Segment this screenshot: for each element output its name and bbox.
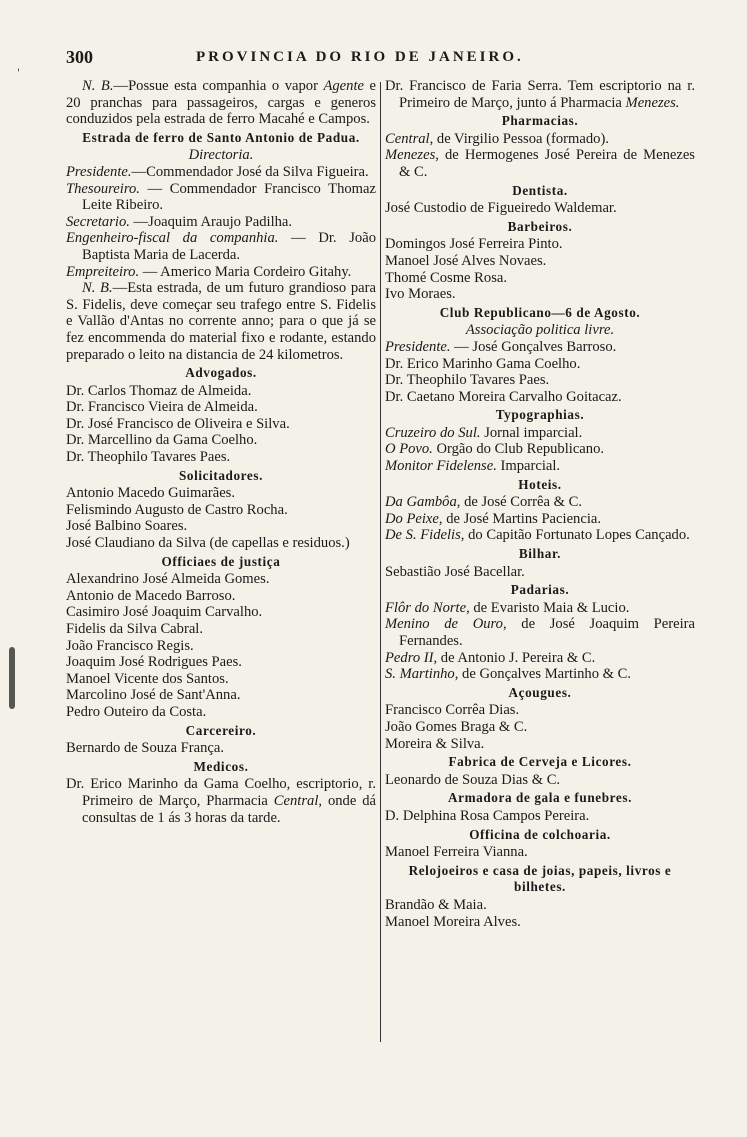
list-item: Alexandrino José Almeida Gomes.	[66, 571, 270, 588]
list-item: Ivo Moraes.	[385, 286, 456, 303]
entry-empreiteiro: Empreiteiro. — Americo Maria Cordeiro Gitahy.	[66, 263, 352, 280]
entry-armadora: D. Delphina Rosa Campos Pereira.	[385, 807, 590, 824]
list-item: Francisco Corrêa Dias.	[385, 702, 520, 719]
list-item: Dr. Francisco Vieira de Almeida.	[66, 399, 258, 416]
list-item: Marcolino José de Sant'Anna.	[66, 687, 241, 704]
section-heading-bilhar: Bilhar.	[518, 546, 562, 562]
section-heading-advogados: Advogados.	[185, 365, 257, 381]
list-item: Felismindo Augusto de Castro Rocha.	[66, 501, 288, 518]
entry-medico-erico: Dr. Erico Marinho da Gama Coelho, escriptorio, r. Primeiro de Março, Pharmacia Central, onde dá consultas de 1 ás 3 horas da tarde.	[66, 776, 376, 826]
entry-fabrica: Leonardo de Souza Dias & C.	[385, 771, 561, 788]
entry-carcereiro: Bernardo de Souza França.	[66, 740, 225, 757]
running-title: PROVINCIA DO RIO DE JANEIRO.	[196, 49, 524, 65]
list-club-members	[385, 356, 695, 406]
column-divider	[380, 82, 381, 1042]
entry-secretario: Secretario. —Joaquim Araujo Padilha.	[66, 213, 293, 230]
section-heading-officiaes: Officiaes de justiça	[161, 553, 281, 569]
list-item: Joaquim José Rodrigues Paes.	[66, 654, 242, 671]
entry-pharmacia-central: Central, de Virgilio Pessoa (formado).	[385, 130, 609, 147]
note-estrada: N. B.—Esta estrada, de um futuro grandioso para S. Fidelis, deve começar seu trafego entre S. Fidelis e Vallão d'Antas no corrente anno; para o que já se fez encommenda do material fixo e rodante, estando preparado o leito na distancia de 24 kilometros.	[66, 280, 376, 363]
entry-pharmacia-menezes: Menezes, de Hermogenes José Pereira de Menezes & C.	[385, 147, 695, 180]
entry-colchoaria: Manoel Ferreira Vianna.	[385, 844, 528, 861]
list-item: José Balbino Soares.	[66, 518, 188, 535]
list-item: João Gomes Braga & C.	[385, 718, 528, 735]
entry-club-presidente: Presidente. — José Gonçalves Barroso.	[385, 338, 617, 355]
entry-padaria-martinho: S. Martinho, de Gonçalves Martinho & C.	[385, 666, 632, 683]
section-heading-estrada: Estrada de ferro de Santo Antonio de Padua.	[82, 129, 360, 145]
list-barbeiros	[385, 236, 695, 302]
list-item: Dr. Theophilo Tavares Paes.	[66, 449, 231, 466]
list-item: Dr. Carlos Thomaz de Almeida.	[66, 382, 252, 399]
margin-mark: '	[17, 68, 20, 79]
section-heading-colchoaria: Officina de colchoaria.	[469, 826, 611, 842]
list-acougues	[385, 702, 695, 752]
list-item: Manoel José Alves Novaes.	[385, 252, 547, 269]
subheading-associacao: Associação politica livre.	[465, 322, 615, 339]
list-item: Antonio Macedo Guimarães.	[66, 485, 235, 502]
entry-medico-faria: Dr. Francisco de Faria Serra. Tem escriptorio na r. Primeiro de Março, junto á Pharmacia Menezes.	[385, 78, 695, 111]
section-heading-carcereiro: Carcereiro.	[185, 722, 257, 738]
list-item: Pedro Outeiro da Costa.	[66, 703, 207, 720]
note-steamer: N. B.—Possue esta companhia o vapor Agente e 20 pranchas para passageiros, cargas e generos conduzidos pela estrada de ferro Macahé e Campos.	[66, 78, 376, 128]
entry-presidente: Presidente.—Commendador José da Silva Figueira.	[66, 163, 369, 180]
entry-padaria-flor: Flôr do Norte, de Evaristo Maia & Lucio.	[385, 599, 630, 616]
list-solicitadores	[66, 485, 376, 551]
list-item: Dr. Caetano Moreira Carvalho Goitacaz.	[385, 388, 622, 405]
list-advogados	[66, 383, 376, 466]
list-item: Dr. Erico Marinho Gama Coelho.	[385, 355, 581, 372]
section-heading-fabrica: Fabrica de Cerveja e Licores.	[448, 754, 632, 770]
section-heading-pharmacias: Pharmacias.	[501, 113, 579, 129]
section-heading-solicitadores: Solicitadores.	[179, 467, 263, 483]
entry-hotel-gamboa: Da Gambôa, de José Corrêa & C.	[385, 494, 583, 511]
list-item: Manoel Moreira Alves.	[385, 913, 521, 930]
entry-hotel-peixe: Do Peixe, de José Martins Paciencia.	[385, 510, 601, 527]
section-heading-padarias: Padarias.	[510, 582, 570, 598]
list-item: Thomé Cosme Rosa.	[385, 269, 508, 286]
list-item: Brandão & Maia.	[385, 896, 487, 913]
entry-typographia-monitor: Monitor Fidelense. Imparcial.	[385, 458, 561, 475]
list-item: Domingos José Ferreira Pinto.	[385, 236, 563, 253]
list-item: Dr. Theophilo Tavares Paes.	[385, 372, 550, 389]
list-item: Dr. José Francisco de Oliveira e Silva.	[66, 415, 290, 432]
margin-ink-stain	[9, 647, 15, 709]
page-number: 300	[66, 47, 93, 67]
subheading-directoria: Directoria.	[188, 147, 254, 164]
entry-hotel-fidelis: De S. Fidelis, do Capitão Fortunato Lopes Cançado.	[385, 527, 690, 544]
list-officiaes	[66, 571, 376, 720]
entry-typographia-povo: O Povo. Orgão do Club Republicano.	[385, 441, 605, 458]
entry-engenheiro: Engenheiro-fiscal da companhia. — Dr. João Baptista Maria de Lacerda.	[66, 230, 376, 263]
entry-typographia-cruzeiro: Cruzeiro do Sul. Jornal imparcial.	[385, 424, 583, 441]
right-column	[385, 78, 695, 930]
list-item: Manoel Vicente dos Santos.	[66, 670, 229, 687]
section-heading-typographias: Typographias.	[495, 407, 585, 423]
entry-dentista: José Custodio de Figueiredo Waldemar.	[385, 200, 617, 217]
section-heading-barbeiros: Barbeiros.	[507, 218, 573, 234]
entry-padaria-pedro: Pedro II, de Antonio J. Pereira & C.	[385, 649, 596, 666]
section-heading-relojoeiros: Relojoeiros e casa de joias, papeis, livros e bilhetes.	[408, 862, 672, 895]
page-header	[66, 47, 698, 73]
entry-bilhar: Sebastião José Bacellar.	[385, 563, 525, 580]
list-item: João Francisco Regis.	[66, 637, 194, 654]
section-heading-dentista: Dentista.	[512, 182, 568, 198]
list-relojoeiros	[385, 897, 695, 930]
entry-padaria-menino: Menino de Ouro, de José Joaquim Pereira Fernandes.	[385, 616, 695, 649]
section-heading-medicos: Medicos.	[193, 758, 249, 774]
entry-tesoureiro: Thesoureiro. — Commendador Francisco Thomaz Leite Ribeiro.	[66, 180, 376, 214]
section-heading-acougues: Açougues.	[508, 684, 572, 700]
section-heading-club: Club Republicano—6 de Agosto.	[439, 304, 641, 320]
left-column	[66, 78, 376, 826]
list-item: Casimiro José Joaquim Carvalho.	[66, 604, 263, 621]
list-item: Antonio de Macedo Barroso.	[66, 587, 236, 604]
list-item: Dr. Marcellino da Gama Coelho.	[66, 432, 258, 449]
section-heading-hoteis: Hoteis.	[518, 476, 562, 492]
list-item: Moreira & Silva.	[385, 735, 485, 752]
list-item: Fidelis da Silva Cabral.	[66, 621, 204, 637]
section-heading-armadora: Armadora de gala e funebres.	[448, 790, 632, 806]
list-item: José Claudiano da Silva (de capellas e residuos.)	[66, 535, 350, 552]
